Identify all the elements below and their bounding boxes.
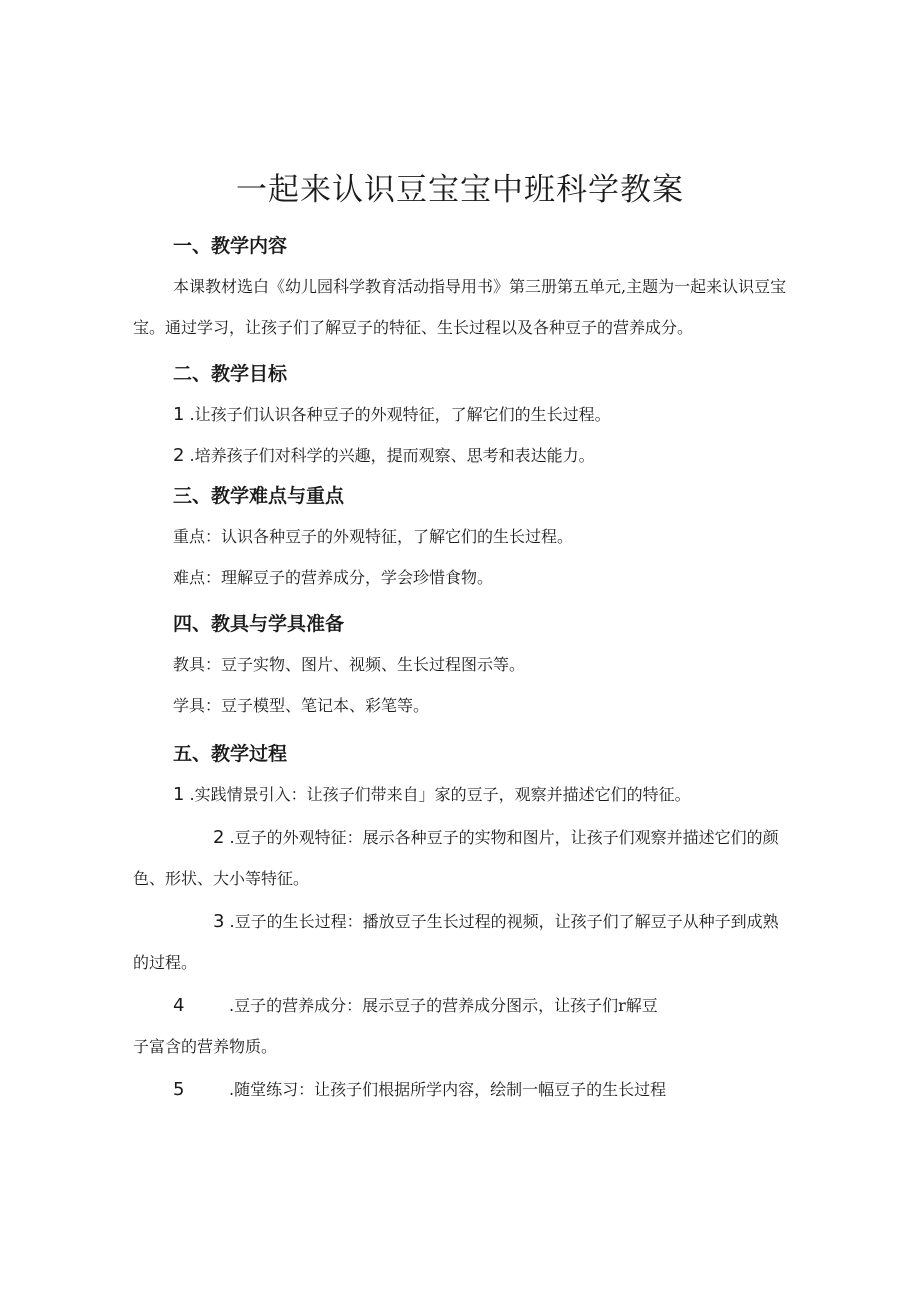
section-heading: 三、教学难点与重点: [173, 485, 345, 507]
document-body: [133, 226, 789, 1110]
list-item-continuation: 子富含的营养物质。: [133, 1037, 278, 1056]
section-heading: 五、教学过程: [173, 743, 288, 765]
section-key-points: [133, 476, 789, 598]
item-number: 2: [213, 827, 225, 848]
teaching-aids-line: 教具：豆子实物、图片、视频、生长过程图示等。: [173, 655, 526, 674]
item-text: .实践情景引入：让孩子们带来自」家的豆子，观察并描述它们的特征。: [189, 785, 691, 804]
item-text: .培养孩子们对科学的兴趣，提而观察、思考和表达能力。: [189, 446, 595, 465]
item-number: 2: [173, 445, 185, 466]
item-number: 4: [173, 995, 185, 1016]
list-item: [133, 817, 789, 899]
learning-aids-line: 学具：豆子模型、笔记本、彩笔等。: [173, 696, 430, 715]
list-item: [133, 394, 789, 435]
item-text: .豆子的外观特征：展示各种豆子的实物和图片，让孩子们观察并描述它们的颜色、形状、大小等特征。: [133, 828, 779, 888]
item-number: 1: [173, 404, 185, 425]
item-number: 5: [173, 1079, 185, 1100]
section-teaching-goals: [133, 354, 789, 476]
list-item: [133, 901, 789, 983]
item-number: 1: [173, 784, 185, 805]
item-text: .随堂练习：让孩子们根据所学内容，绘制一幅豆子的生长过程: [229, 1080, 667, 1099]
document-title: 一起来认识豆宝宝中班科学教案: [236, 172, 684, 208]
list-item: [133, 435, 789, 476]
item-text: .豆子的营养成分：展示豆子的营养成分图示，让孩子们r解豆: [229, 996, 658, 1015]
item-text: .让孩子们认识各种豆子的外观特征，了解它们的生长过程。: [189, 405, 611, 424]
difficulty-line: 难点：理解豆子的营养成分，学会珍惜食物。: [173, 568, 494, 587]
item-text: .豆子的生长过程：播放豆子生长过程的视频，让孩子们了解豆子从种子到成熟的过程。: [133, 912, 779, 972]
item-number: 3: [213, 911, 225, 932]
section-paragraph: 本课教材选白《幼儿园科学教育活动指导用书》第三册第五单元,主题为一起来认识豆宝宝。通过学习，让孩子们了解豆子的特征、生长过程以及各种豆子的营养成分。: [133, 277, 787, 337]
section-teaching-content: [133, 226, 789, 348]
list-item: [133, 1069, 789, 1110]
list-item: [133, 985, 789, 1026]
section-heading: 四、教具与学具准备: [173, 613, 345, 635]
key-point-line: 重点：认识各种豆子的外观特征，了解它们的生长过程。: [173, 527, 574, 546]
list-item: [133, 774, 789, 815]
section-heading: 二、教学目标: [173, 363, 288, 385]
section-teaching-process: [133, 734, 789, 1110]
section-heading: 一、教学内容: [173, 235, 288, 257]
section-materials: [133, 604, 789, 726]
